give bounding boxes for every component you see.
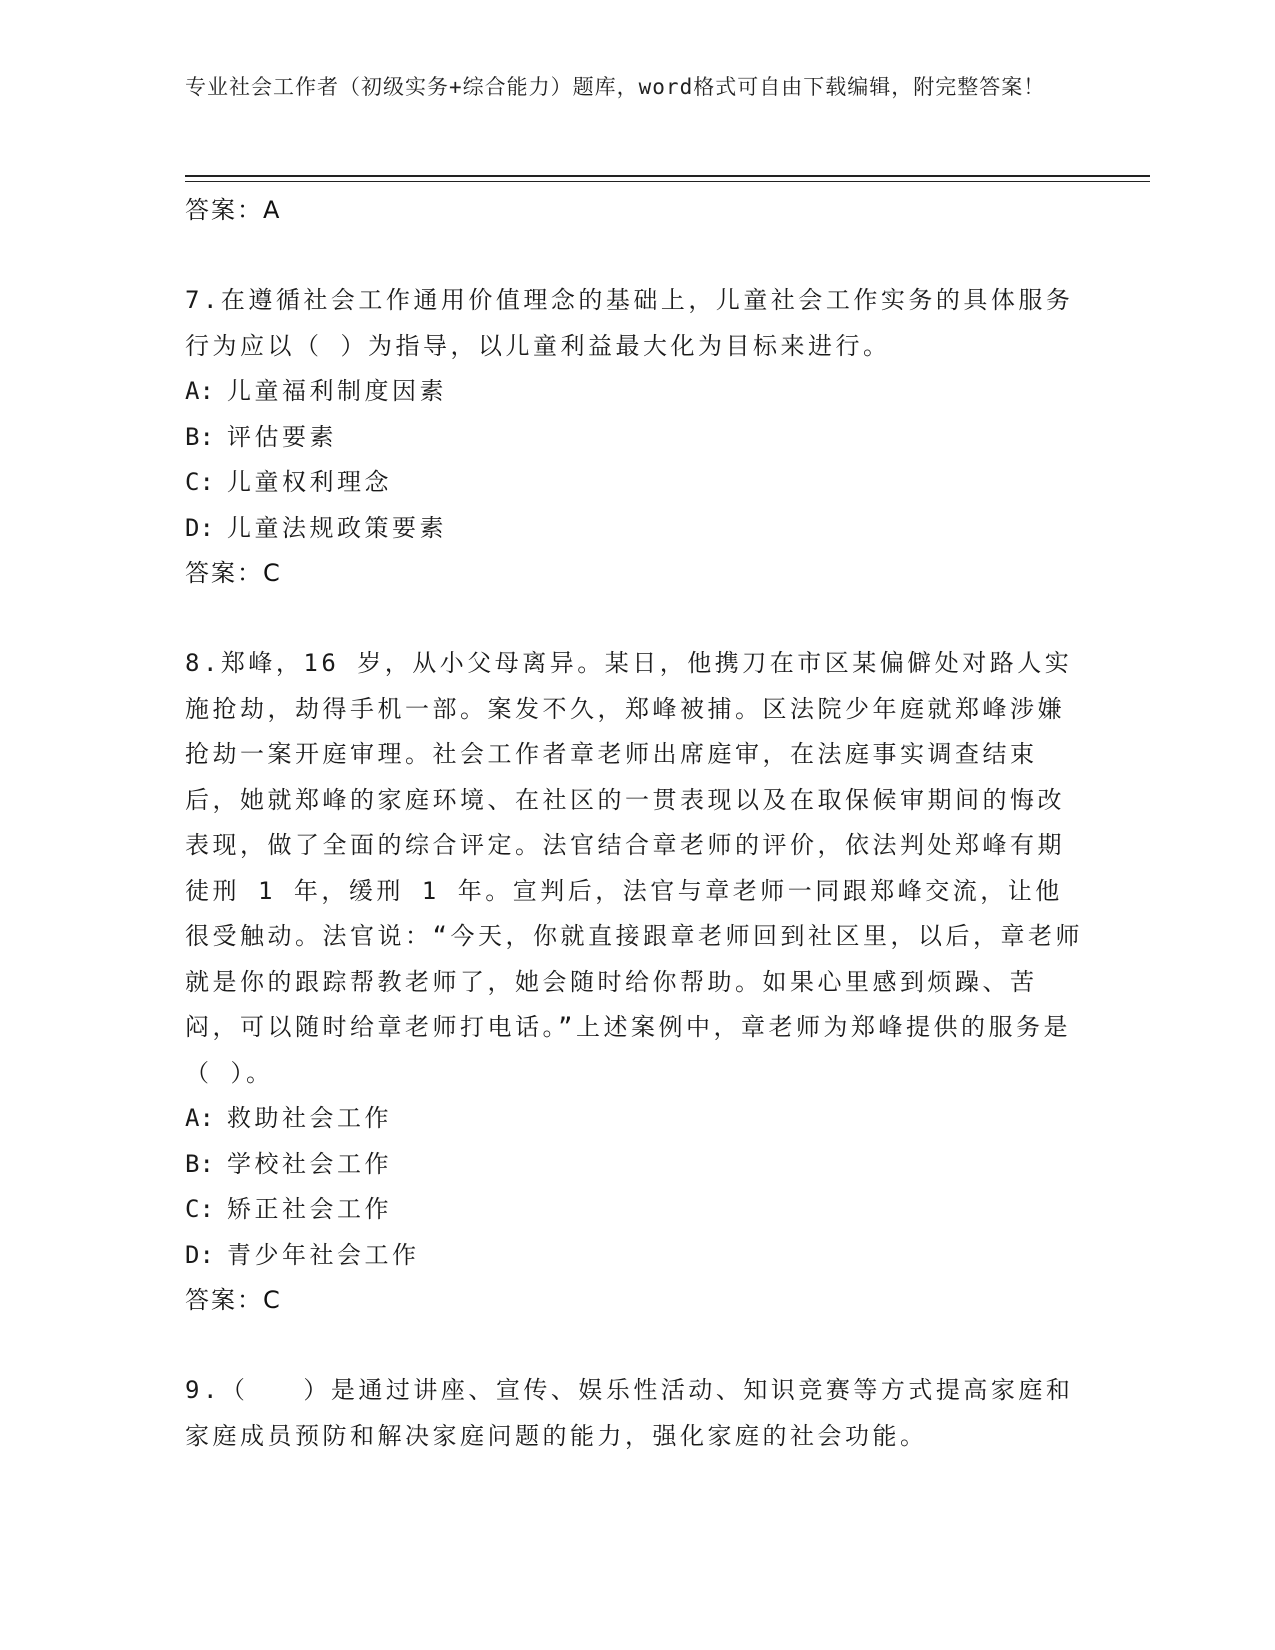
spacer <box>185 596 1085 641</box>
option-letter: D: <box>185 513 214 542</box>
answer-value: C <box>263 559 282 587</box>
answer-value: C <box>263 1286 282 1314</box>
option-letter: C: <box>185 1195 214 1223</box>
answer-label: 答案： <box>185 559 263 587</box>
option-d <box>185 506 1085 552</box>
option-letter: A: <box>185 377 214 405</box>
header-divider <box>185 175 1150 177</box>
question-text: 7.在遵循社会工作通用价值理念的基础上，儿童社会工作实务的具体服务行为应以（ ）为指导，以儿童利益最大化为目标来进行。 <box>185 286 1074 360</box>
option-c <box>185 1187 1085 1233</box>
question-8 <box>185 641 1085 1323</box>
option-text: 青少年社会工作 <box>227 1240 420 1269</box>
option-b <box>185 1142 1085 1188</box>
option-letter: D: <box>185 1240 214 1269</box>
option-text: 儿童法规政策要素 <box>227 513 447 542</box>
answer-value: A <box>263 196 282 224</box>
option-c <box>185 460 1085 506</box>
option-b <box>185 415 1085 461</box>
option-letter: B: <box>185 1149 214 1178</box>
spacer <box>185 233 1085 278</box>
question-7 <box>185 278 1085 596</box>
answer-line <box>185 188 1085 233</box>
page-header-text: 专业社会工作者（初级实务+综合能力）题库，word格式可自由下载编辑，附完整答案！ <box>185 75 1046 99</box>
answer-label: 答案： <box>185 1286 263 1314</box>
answer-line <box>185 1278 1085 1323</box>
answer-label: 答案： <box>185 196 263 224</box>
option-text: 儿童福利制度因素 <box>227 377 447 405</box>
spacer <box>185 1323 1085 1368</box>
option-text: 儿童权利理念 <box>227 468 392 496</box>
header-divider-thin <box>185 181 1150 182</box>
question-text: 8.郑峰，16 岁，从小父母离异。某日，他携刀在市区某偏僻处对路人实施抢劫，劫得手机一部。案发不久，郑峰被捕。区法院少年庭就郑峰涉嫌抢劫一案开庭审理。社会工作者章老师出席庭审，在法庭事实调查结束后，她就郑峰的家庭环境、在社区的一贯表现以及在取保候审期间的悔改表现，做了全面的综合评定。法官结合章老师的评价，依法判处郑峰有期徒刑 1 年，缓刑 1 年。宣判后，法官与章老师一同跟郑峰交流，让他很受触动。法官说：“今天，你就直接跟章老师回到社区里，以后，章老师就是你的跟踪帮教老师了，她会随时给你帮助。如果心里感到烦躁、苦闷，可以随时给章老师打电话。”上述案例中，章老师为郑峰提供的服务是（ ）。 <box>185 649 1083 1087</box>
option-a <box>185 1096 1085 1142</box>
option-text: 矫正社会工作 <box>227 1195 392 1223</box>
option-text: 评估要素 <box>227 422 337 451</box>
option-a <box>185 369 1085 415</box>
option-letter: C: <box>185 468 214 496</box>
option-d <box>185 1233 1085 1279</box>
option-text: 学校社会工作 <box>227 1149 392 1178</box>
option-letter: B: <box>185 422 214 451</box>
question-text: 9.（ ）是通过讲座、宣传、娱乐性活动、知识竞赛等方式提高家庭和家庭成员预防和解决家庭问题的能力，强化家庭的社会功能。 <box>185 1376 1074 1450</box>
question-9 <box>185 1368 1085 1459</box>
option-letter: A: <box>185 1104 214 1132</box>
answer-line <box>185 551 1085 596</box>
document-body <box>185 188 1085 1459</box>
option-text: 救助社会工作 <box>227 1104 392 1132</box>
